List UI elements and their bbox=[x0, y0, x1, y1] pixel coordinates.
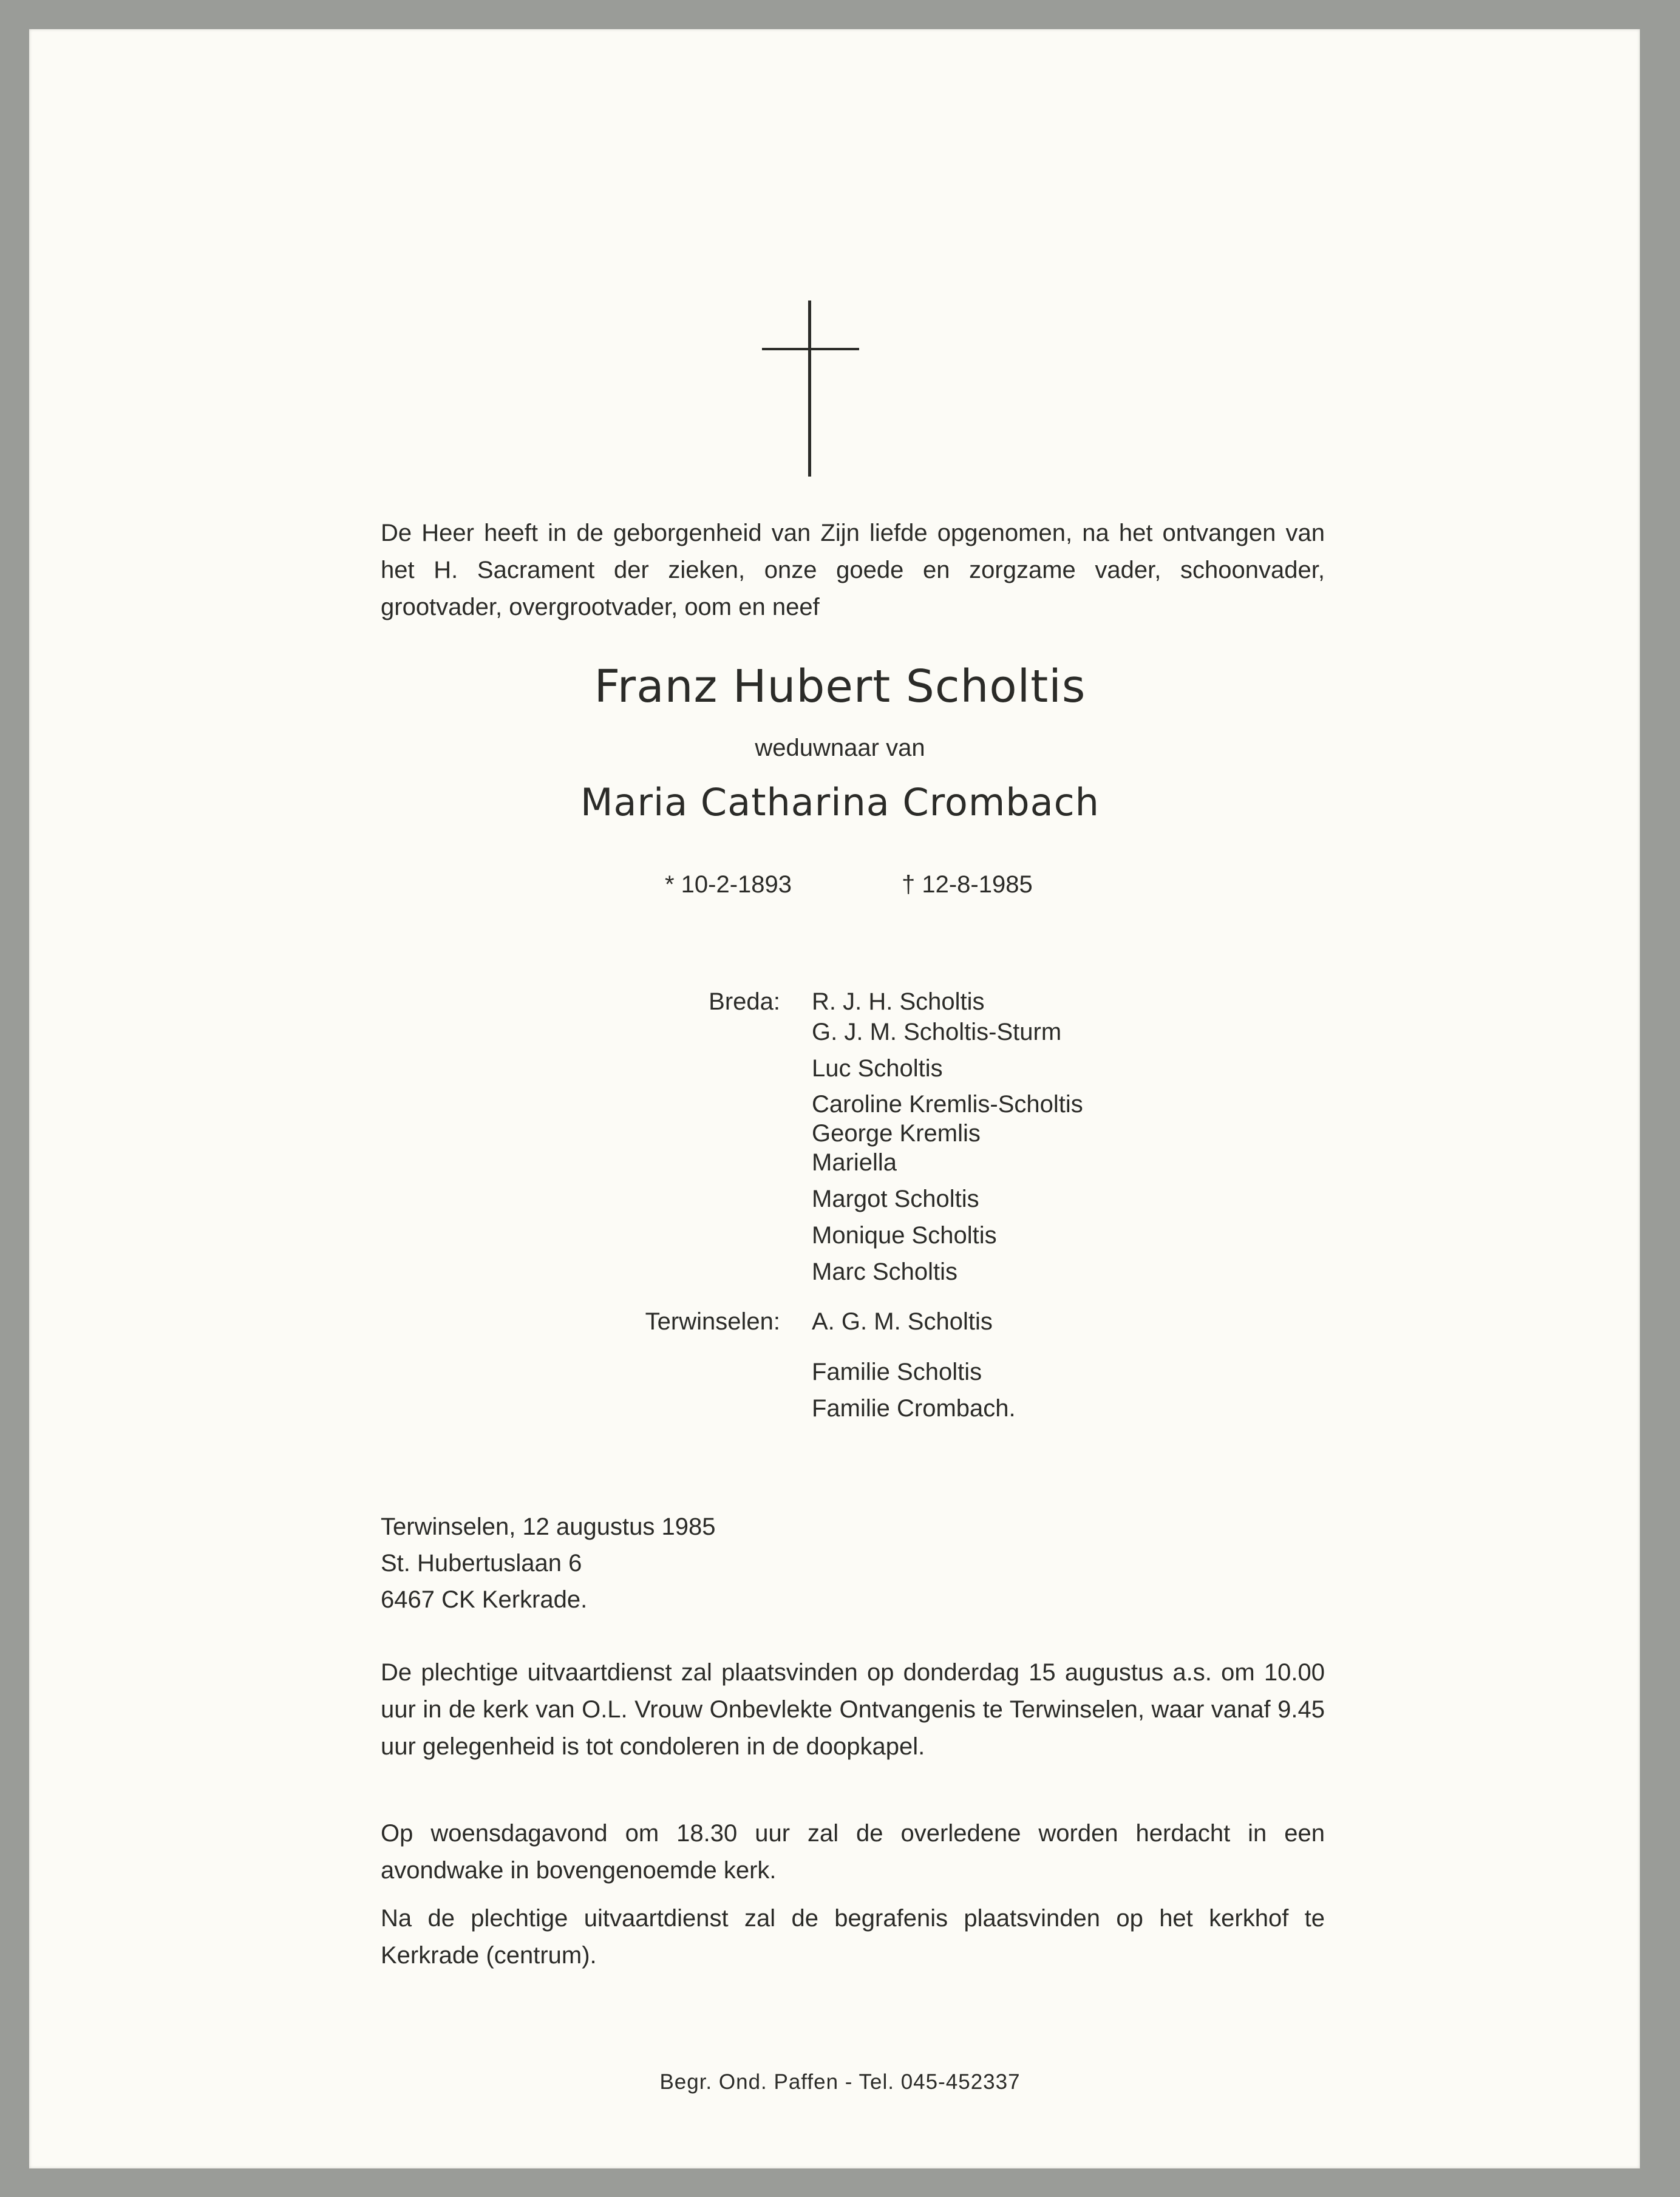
address-line: Terwinselen, 12 augustus 1985 bbox=[381, 1513, 716, 1540]
place-breda: Breda: bbox=[709, 988, 780, 1015]
family-member: Margot Scholtis bbox=[812, 1186, 979, 1212]
intro-text: De Heer heeft in de geborgenheid van Zijn liefde opgenomen, na het ontvangen van het H. Sacrament der zieken, onze goede en zorgzame vader, schoonvader, grootvader, overgrootvader, oom en neef bbox=[381, 520, 1325, 620]
place-terwinselen: Terwinselen: bbox=[645, 1308, 780, 1335]
family-name: Familie Scholtis bbox=[812, 1359, 982, 1385]
family-member: Caroline Kremlis-Scholtis bbox=[812, 1091, 1083, 1118]
address-line: St. Hubertuslaan 6 bbox=[381, 1550, 582, 1577]
family-member: Mariella bbox=[812, 1149, 897, 1176]
family-member: A. G. M. Scholtis bbox=[812, 1308, 993, 1335]
family-member: R. J. H. Scholtis bbox=[812, 988, 985, 1015]
undertaker-footer: Begr. Ond. Paffen - Tel. 045-452337 bbox=[659, 2070, 1021, 2094]
family-member: Marc Scholtis bbox=[812, 1258, 958, 1285]
family-member: Monique Scholtis bbox=[812, 1222, 997, 1249]
spouse-name: Maria Catharina Crombach bbox=[580, 780, 1100, 824]
death-date: † 12-8-1985 bbox=[902, 871, 1033, 898]
vigil-paragraph: Op woensdagavond om 18.30 uur zal de overledene worden herdacht in een avondwake in bovengenoemde kerk. bbox=[381, 1820, 1325, 1884]
family-member: Luc Scholtis bbox=[812, 1055, 943, 1082]
birth-date: * 10-2-1893 bbox=[665, 871, 792, 898]
widow-label: weduwnaar van bbox=[755, 735, 925, 761]
address-line: 6467 CK Kerkrade. bbox=[381, 1586, 588, 1613]
funeral-paragraph: De plechtige uitvaartdienst zal plaatsvinden op donderdag 15 augustus a.s. om 10.00 uur in de kerk van O.L. Vrouw Onbevlekte Ontvangenis te Terwinselen, waar vanaf 9.45 uur gelegenheid is tot condoleren in de doopkapel. bbox=[381, 1659, 1325, 1760]
deceased-name: Franz Hubert Scholtis bbox=[594, 660, 1086, 713]
family-member: George Kremlis bbox=[812, 1120, 981, 1147]
family-name: Familie Crombach. bbox=[812, 1395, 1016, 1422]
cross-icon bbox=[762, 301, 859, 477]
burial-paragraph: Na de plechtige uitvaartdienst zal de begrafenis plaatsvinden op het kerkhof te Kerkrade (centrum). bbox=[381, 1905, 1325, 1969]
family-member: G. J. M. Scholtis-Sturm bbox=[812, 1019, 1062, 1045]
